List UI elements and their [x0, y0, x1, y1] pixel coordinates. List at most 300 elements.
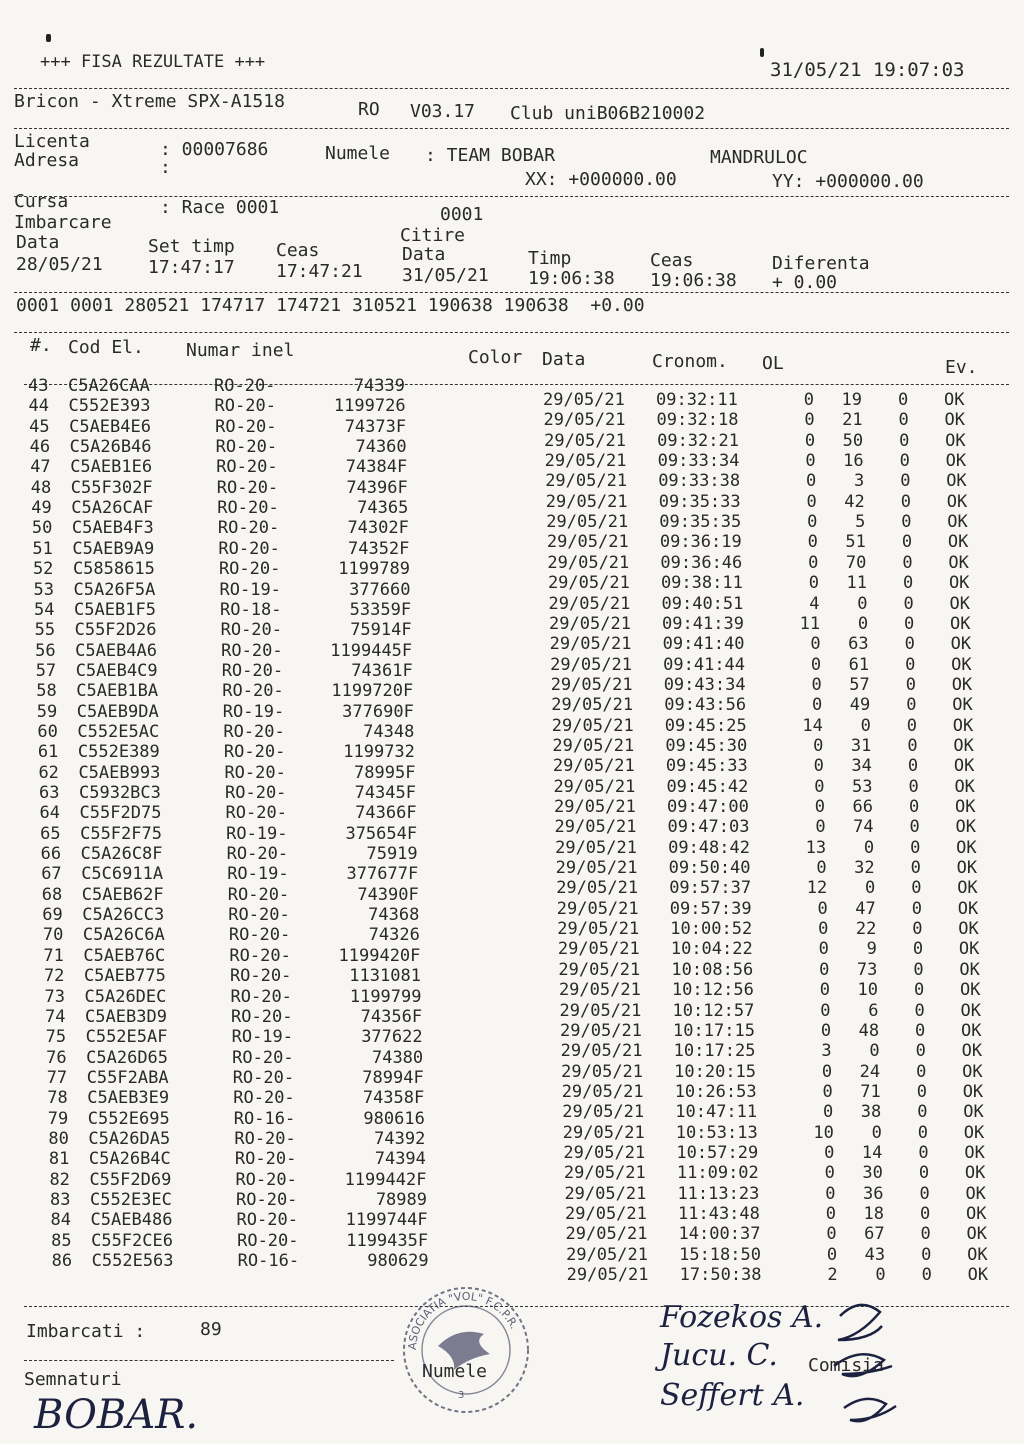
cell-ol-c: 0	[917, 1122, 929, 1143]
cell-ev: OK	[953, 756, 975, 777]
cell-ev: OK	[947, 532, 969, 553]
col-data: Data	[542, 349, 586, 370]
cell-nr: 44	[28, 396, 50, 417]
cell-nr: 55	[34, 620, 56, 641]
cell-ev: OK	[951, 674, 973, 695]
cell-cod: C5858615	[72, 559, 155, 580]
cell-ring-number: 74373F	[344, 416, 407, 437]
signature-2: Jucu. C.	[660, 1338, 778, 1373]
cell-ring-number: 74368	[368, 905, 420, 926]
cell-ol-b: 21	[842, 410, 863, 431]
col-nr: #.	[30, 335, 52, 356]
cell-ol-b: 0	[869, 1041, 880, 1062]
cell-ring-number: 1199435F	[346, 1230, 429, 1251]
cell-ol-c: 0	[921, 1244, 932, 1265]
cell-ol-a: 14	[802, 715, 823, 736]
ceas-label: Ceas	[276, 240, 320, 261]
cell-cod: C5A26CC3	[82, 905, 165, 926]
cell-nr: 68	[41, 884, 63, 905]
cursa-label: Cursa	[14, 191, 69, 212]
cell-ol-a: 0	[819, 980, 830, 1001]
cell-time: 10:12:56	[671, 980, 754, 1001]
comisia-label: Comisia	[808, 1355, 884, 1376]
cell-ring-prefix: RO-20-	[228, 905, 290, 926]
cell-ev: OK	[960, 1000, 981, 1021]
cell-nr: 82	[49, 1169, 70, 1190]
cell-ev: OK	[961, 1020, 982, 1041]
cell-date: 29/05/21	[545, 471, 628, 492]
ink-speck	[46, 34, 51, 42]
cell-ol-c: 0	[913, 980, 925, 1001]
cell-ol-c: 0	[909, 817, 920, 838]
cell-ring-number: 377690F	[342, 701, 414, 722]
cell-cod: C5932BC3	[79, 783, 161, 803]
ink-speck	[760, 48, 764, 57]
cell-ol-b: 10	[857, 980, 878, 1001]
read-time: 19:06:38	[528, 268, 615, 289]
cell-nr: 81	[48, 1149, 70, 1170]
divider	[24, 1360, 394, 1361]
cell-nr: 45	[29, 416, 50, 437]
cell-ol-a: 0	[819, 959, 830, 980]
cell-ol-c: 0	[905, 654, 916, 675]
imbarcare-label: Imbarcare	[14, 212, 112, 233]
cell-ol-b: 67	[864, 1224, 885, 1245]
cell-ol-a: 0	[826, 1244, 838, 1265]
cell-ol-a: 0	[813, 756, 824, 777]
cell-ring-number: 74394	[374, 1149, 426, 1170]
cell-ring-number: 980616	[363, 1108, 425, 1129]
cell-ol-c: 0	[915, 1020, 926, 1041]
cell-nr: 66	[40, 844, 62, 865]
cell-ev: OK	[946, 471, 967, 492]
cell-ring-number: 74352F	[347, 538, 410, 559]
cell-ring-number: 1199744F	[345, 1210, 428, 1231]
cell-nr: 43	[28, 376, 49, 396]
cell-date: 29/05/21	[549, 634, 632, 655]
cell-ol-a: 11	[799, 613, 821, 634]
cell-time: 10:00:52	[670, 919, 753, 940]
cell-ol-c: 0	[899, 451, 910, 472]
cell-ring-prefix: RO-20-	[220, 620, 283, 641]
cell-ring-number: 74392	[374, 1128, 426, 1149]
cell-time: 09:57:39	[669, 898, 752, 919]
signature-1: Fozekos A.	[660, 1300, 824, 1335]
cell-date: 29/05/21	[566, 1244, 648, 1265]
cell-ol-c: 0	[898, 410, 909, 431]
commission-signature-scribble	[820, 1296, 910, 1436]
cell-date: 29/05/21	[547, 552, 630, 573]
cell-date: 29/05/21	[558, 980, 641, 1001]
cell-cod: C5AEB4E6	[69, 416, 151, 437]
numele-label: Numele	[325, 143, 391, 164]
cell-cod: C5C6911A	[81, 864, 164, 885]
cell-nr: 58	[36, 681, 57, 702]
cell-ol-c: 0	[917, 1102, 928, 1123]
cell-ol-a: 0	[814, 797, 825, 817]
cell-ol-c: 0	[906, 695, 917, 716]
cell-ol-a: 0	[821, 1061, 833, 1082]
club-id: Club uniB06B210002	[510, 103, 706, 124]
cell-ol-c: 0	[899, 430, 910, 451]
cell-ol-a: 12	[806, 878, 828, 899]
cell-ring-prefix: RO-20-	[227, 884, 290, 905]
imbarcare-date: 28/05/21	[16, 254, 103, 275]
cell-nr: 71	[43, 945, 64, 966]
cell-date: 29/05/21	[559, 1000, 642, 1021]
race-summary-line: 0001 0001 280521 174717 174721 310521 190638 190638 +0.00	[16, 295, 645, 316]
cell-date: 29/05/21	[550, 674, 633, 695]
cell-date: 29/05/21	[553, 776, 636, 797]
cell-nr: 61	[37, 742, 59, 763]
cell-ring-prefix: RO-19-	[222, 701, 285, 722]
cell-nr: 59	[36, 701, 58, 722]
cell-ol-b: 66	[852, 797, 873, 817]
cell-date: 29/05/21	[551, 715, 634, 736]
cell-ring-prefix: RO-20-	[221, 640, 283, 661]
cell-ol-c: 0	[910, 858, 921, 879]
cell-ol-c: 0	[901, 512, 912, 533]
cell-ol-a: 0	[808, 573, 819, 594]
cell-ev: OK	[967, 1244, 988, 1265]
cell-ring-number: 1199732	[343, 742, 415, 763]
cell-cod: C5AEB1F5	[74, 599, 156, 620]
read-clock: 19:06:38	[650, 270, 737, 291]
cell-ol-c: 0	[909, 797, 920, 817]
cell-nr: 48	[30, 477, 52, 498]
cell-ol-b: 74	[853, 817, 874, 838]
cell-ol-a: 0	[820, 1020, 832, 1041]
cell-ol-b: 30	[862, 1163, 883, 1184]
cell-date: 29/05/21	[555, 858, 638, 879]
cell-date: 29/05/21	[561, 1081, 644, 1102]
cell-ring-prefix: RO-20-	[236, 1210, 298, 1231]
cell-time: 09:45:25	[664, 715, 747, 736]
cell-ring-prefix: RO-20-	[236, 1190, 298, 1210]
cell-ring-number: 74365	[357, 498, 409, 519]
cell-ol-b: 38	[860, 1102, 882, 1123]
set-time: 17:47:17	[148, 257, 235, 278]
cell-ol-b: 63	[848, 634, 869, 655]
cell-ol-a: 0	[805, 451, 816, 472]
licenta-value: : 00007686	[160, 139, 269, 160]
cell-ol-b: 18	[863, 1204, 884, 1224]
cell-date: 29/05/21	[552, 756, 635, 777]
cell-cod: C5A26CAA	[68, 376, 150, 396]
cell-ev: OK	[957, 898, 979, 919]
cell-ring-prefix: RO-20-	[232, 1067, 295, 1088]
cell-time: 15:18:50	[679, 1244, 761, 1265]
cell-ev: OK	[945, 430, 966, 451]
cell-nr: 69	[42, 905, 63, 926]
cell-cod: C5AEB993	[78, 762, 161, 783]
cell-cod: C5AEB9DA	[76, 701, 159, 722]
cell-cod: C552E393	[68, 396, 151, 417]
cell-ol-a: 0	[810, 654, 822, 675]
cell-date: 29/05/21	[557, 919, 640, 940]
cell-nr: 50	[31, 518, 53, 539]
cell-ring-prefix: RO-20-	[223, 721, 285, 742]
cell-ev: OK	[956, 837, 977, 858]
cell-ev: OK	[946, 491, 968, 512]
cell-nr: 49	[31, 498, 52, 519]
cell-ring-prefix: RO-20-	[231, 1006, 293, 1027]
cell-ol-b: 9	[866, 939, 877, 960]
cell-ring-prefix: RO-18-	[220, 599, 282, 620]
cell-date: 29/05/21	[543, 410, 626, 431]
cell-ring-number: 74360	[355, 437, 407, 458]
cell-time: 09:32:21	[657, 430, 739, 451]
cell-ev: OK	[964, 1142, 985, 1163]
cell-ring-prefix: RO-20-	[214, 376, 276, 396]
cell-nr: 75	[45, 1027, 67, 1048]
cell-ol-a: 0	[826, 1224, 837, 1245]
cell-time: 09:48:42	[668, 837, 750, 858]
cell-ol-a: 10	[813, 1122, 834, 1143]
cell-ol-b: 22	[855, 919, 877, 940]
svg-text:ASOCIATIA "VOL" F.C.P.R.: ASOCIATIA "VOL" F.C.P.R.	[405, 1289, 521, 1351]
cell-ev: OK	[966, 1224, 988, 1245]
cell-ol-b: 47	[855, 898, 876, 919]
cell-ol-a: 0	[808, 552, 819, 573]
cell-date: 29/05/21	[549, 613, 631, 634]
cell-time: 10:08:56	[671, 959, 754, 980]
cell-ol-c: 0	[911, 898, 922, 919]
cell-ol-b: 0	[857, 613, 869, 634]
cell-ev: OK	[947, 512, 968, 533]
cell-time: 09:35:33	[658, 491, 741, 512]
cell-ev: OK	[959, 980, 981, 1001]
owner-name: : TEAM BOBAR	[425, 145, 556, 166]
cell-time: 17:50:38	[679, 1265, 762, 1286]
cell-ol-b: 61	[848, 654, 870, 675]
cell-ol-a: 0	[811, 674, 822, 695]
cell-ol-b: 19	[841, 390, 862, 410]
cell-ol-c: 0	[908, 776, 919, 797]
cell-ring-number: 74396F	[346, 477, 408, 498]
cell-ol-b: 50	[842, 430, 864, 451]
cell-cod: C5AEB1E6	[70, 457, 153, 478]
cell-time: 10:12:57	[672, 1000, 755, 1021]
cell-ring-prefix: RO-20-	[226, 844, 289, 865]
cell-ring-number: 78989	[375, 1190, 427, 1210]
cell-cod: C55F2CE6	[91, 1230, 173, 1251]
cell-ev: OK	[963, 1122, 985, 1143]
cell-ol-c: 0	[898, 390, 909, 410]
cell-ol-a: 0	[803, 390, 814, 410]
col-ol: OL	[762, 353, 784, 374]
cell-ol-c: 0	[907, 756, 919, 777]
cell-nr: 62	[38, 762, 59, 783]
cell-time: 09:45:30	[665, 735, 748, 756]
cell-ring-prefix: RO-20-	[237, 1230, 299, 1251]
cell-cod: C5AEB3D9	[85, 1006, 167, 1027]
cell-ev: OK	[959, 959, 980, 980]
cell-ol-c: 0	[920, 1224, 931, 1245]
cell-nr: 72	[43, 966, 65, 987]
cell-time: 09:32:11	[656, 390, 738, 410]
cell-ol-a: 0	[818, 919, 829, 940]
cell-cod: C552E5AC	[77, 721, 160, 742]
cell-ev: OK	[957, 878, 978, 899]
cell-time: 09:50:40	[668, 858, 751, 879]
cell-ring-prefix: RO-20-	[225, 783, 287, 803]
cell-ev: OK	[948, 573, 970, 594]
cell-ring-prefix: RO-20-	[217, 498, 279, 519]
cell-date: 29/05/21	[551, 695, 634, 716]
cell-ol-a: 0	[825, 1183, 836, 1204]
cell-ol-b: 32	[854, 858, 875, 879]
cell-ring-number: 74326	[368, 925, 420, 946]
cell-ev: OK	[950, 634, 972, 655]
cell-ol-c: 0	[914, 1000, 925, 1021]
cell-ol-b: 3	[853, 471, 865, 492]
cell-ol-a: 0	[820, 1000, 831, 1021]
cell-ol-b: 70	[845, 552, 867, 573]
cell-ring-prefix: RO-20-	[214, 396, 276, 417]
cell-ring-prefix: RO-20-	[217, 518, 280, 539]
cell-date: 29/05/21	[566, 1265, 649, 1286]
cell-ev: OK	[948, 552, 969, 573]
cell-nr: 78	[47, 1088, 68, 1109]
cell-time: 10:04:22	[670, 939, 753, 960]
cell-time: 09:33:38	[658, 471, 741, 492]
cell-time: 09:47:03	[667, 817, 750, 838]
cell-cod: C5AEB9A9	[72, 538, 155, 559]
divider	[14, 292, 1009, 293]
cell-ol-b: 57	[849, 674, 870, 695]
cell-ring-number: 74348	[363, 721, 415, 742]
data-label: Data	[16, 232, 60, 253]
cell-ol-b: 43	[864, 1244, 886, 1265]
cell-date: 29/05/21	[552, 735, 635, 756]
cell-ol-c: 0	[910, 837, 921, 858]
cell-ev: OK	[944, 390, 965, 410]
cell-cod: C552E3EC	[90, 1190, 172, 1210]
cell-ring-prefix: RO-20-	[221, 660, 284, 681]
cell-ol-c: 0	[916, 1081, 927, 1102]
cell-nr: 74	[45, 1006, 66, 1027]
cell-date: 29/05/21	[556, 898, 639, 919]
cell-ol-a: 0	[807, 512, 818, 533]
svg-text:3: 3	[458, 1390, 465, 1401]
cell-ol-a: 0	[814, 776, 825, 797]
cell-ring-prefix: RO-19-	[227, 864, 289, 885]
cell-ring-number: 78994F	[362, 1067, 424, 1088]
cell-ol-c: 0	[905, 674, 916, 695]
cell-ol-b: 31	[850, 735, 872, 756]
cell-ol-a: 0	[804, 410, 815, 431]
cell-time: 10:26:53	[674, 1081, 757, 1102]
cell-ol-a: 0	[822, 1081, 833, 1102]
cell-ev: OK	[952, 695, 973, 716]
cell-nr: 77	[46, 1067, 68, 1088]
cell-ol-c: 0	[920, 1204, 931, 1224]
cell-ol-b: 0	[863, 837, 875, 858]
cursa-value: : Race 0001	[160, 197, 280, 218]
cell-nr: 56	[35, 640, 56, 661]
cell-ev: OK	[964, 1163, 986, 1184]
cell-nr: 80	[48, 1128, 69, 1149]
cell-ol-c: 0	[904, 613, 915, 634]
adresa-label: Adresa	[14, 150, 80, 171]
cell-date: 29/05/21	[563, 1142, 646, 1163]
cell-date: 29/05/21	[545, 491, 628, 512]
cell-cod: C5A26D65	[86, 1047, 169, 1068]
cell-ol-c: 0	[904, 634, 915, 655]
cell-ring-number: 74339	[353, 376, 405, 396]
ceas2-label: Ceas	[650, 250, 694, 271]
cell-time: 09:45:42	[666, 776, 749, 797]
cell-nr: 76	[46, 1047, 67, 1068]
cell-ev: OK	[949, 593, 970, 614]
cell-ol-c: 0	[912, 939, 924, 960]
cell-ring-number: 980629	[367, 1251, 429, 1272]
cell-ring-prefix: RO-20-	[229, 945, 291, 966]
cell-time: 10:57:29	[676, 1142, 759, 1163]
cell-ol-c: 0	[918, 1163, 930, 1184]
cell-ol-c: 0	[911, 878, 922, 899]
cell-ev: OK	[950, 613, 971, 634]
divider	[14, 128, 1009, 129]
cell-date: 29/05/21	[564, 1183, 647, 1204]
cell-ol-c: 0	[901, 532, 913, 553]
cell-ev: OK	[958, 919, 979, 940]
cell-ol-a: 0	[825, 1204, 836, 1224]
cell-ring-prefix: RO-20-	[230, 986, 292, 1007]
cell-time: 09:33:34	[657, 451, 740, 472]
cell-ring-number: 74366F	[355, 803, 417, 824]
cell-nr: 57	[35, 660, 57, 681]
cell-time: 10:53:13	[675, 1122, 758, 1143]
cell-ev: OK	[965, 1183, 986, 1204]
cell-nr: 84	[50, 1210, 72, 1231]
cell-ev: OK	[967, 1265, 989, 1286]
cell-ring-prefix: RO-20-	[222, 681, 284, 702]
cell-date: 29/05/21	[560, 1020, 642, 1041]
cell-date: 29/05/21	[544, 430, 626, 451]
cell-ol-a: 0	[815, 817, 826, 838]
signature-3: Seffert A.	[660, 1378, 805, 1413]
cell-cod: C5AEB4F3	[71, 518, 154, 539]
cell-ring-number: 1199445F	[330, 640, 413, 661]
cell-ol-b: 0	[871, 1122, 882, 1143]
cell-ev: OK	[944, 410, 966, 431]
cell-nr: 86	[51, 1251, 73, 1272]
cell-ol-a: 0	[823, 1102, 834, 1123]
cell-ring-number: 1199720F	[331, 681, 414, 702]
cell-time: 10:20:15	[674, 1061, 757, 1082]
cell-time: 09:41:39	[662, 613, 744, 634]
cell-cod: C552E5AF	[85, 1027, 168, 1048]
cell-cod: C55F2D69	[89, 1169, 172, 1190]
cell-date: 29/05/21	[560, 1041, 643, 1062]
cell-date: 29/05/21	[544, 451, 627, 472]
imbarcati-count: 89	[200, 1319, 222, 1340]
cell-ol-a: 0	[812, 695, 823, 716]
cell-time: 09:41:44	[663, 654, 746, 675]
cell-ol-b: 49	[849, 695, 871, 716]
cell-ring-number: 1199799	[349, 986, 422, 1007]
divider	[14, 88, 1009, 89]
cell-ol-c: 0	[916, 1061, 927, 1082]
cell-time: 10:17:15	[673, 1020, 755, 1041]
cell-time: 09:36:19	[659, 532, 742, 553]
cell-ol-a: 0	[813, 735, 824, 756]
cell-ol-b: 73	[856, 959, 878, 980]
coord-yy: YY: +000000.00	[772, 171, 924, 192]
cell-cod: C552E389	[77, 742, 160, 763]
